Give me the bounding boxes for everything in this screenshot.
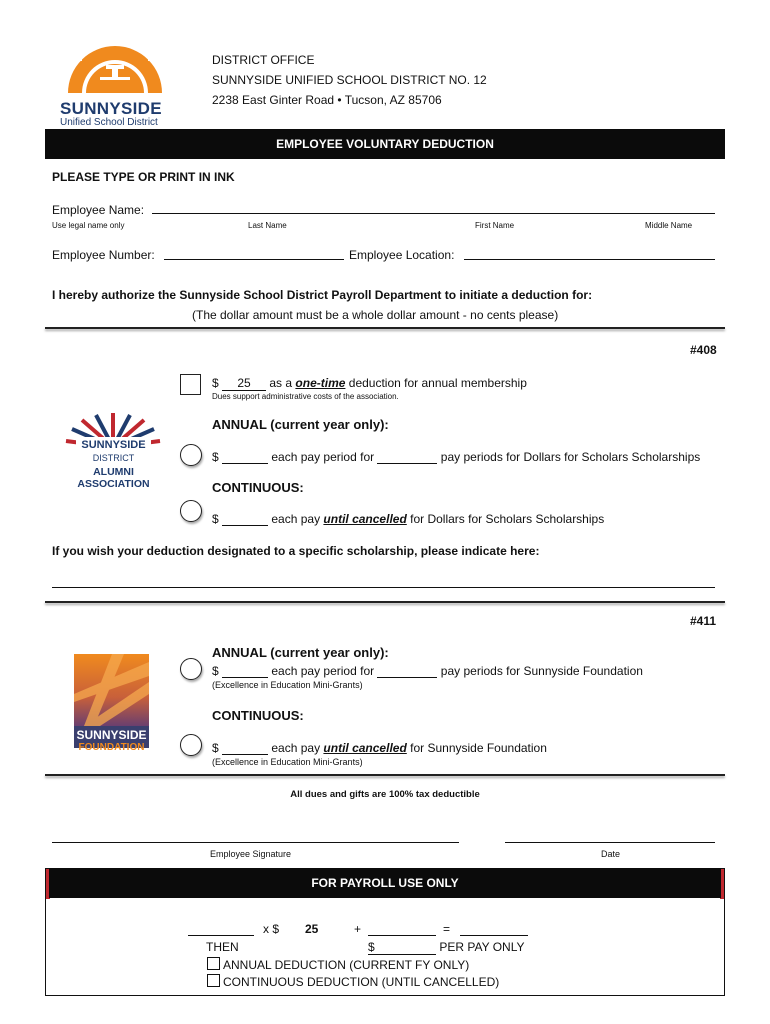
last-name-caption: Last Name	[248, 221, 287, 230]
dollar-sign: $	[212, 450, 219, 464]
membership-text-a: as a	[269, 376, 293, 390]
payroll-amount: 25	[305, 922, 319, 936]
ink-instruction: PLEASE TYPE OR PRINT IN INK	[52, 170, 235, 184]
payroll-equals: =	[443, 922, 451, 936]
district-logo	[60, 35, 170, 128]
annual-amount-field-411[interactable]	[222, 665, 268, 678]
signature-caption: Employee Signature	[210, 849, 292, 859]
continuous-tail-411: for Sunnyside Foundation	[410, 741, 547, 755]
date-caption: Date	[601, 849, 621, 859]
annual-line-411	[212, 664, 643, 678]
section-408-code: #408	[690, 343, 717, 357]
continuous-heading-408: CONTINUOUS:	[212, 480, 304, 495]
employee-location-label: Employee Location:	[349, 248, 455, 262]
continuous-line-411	[212, 741, 547, 755]
logo-subtitle: Unified School District	[60, 117, 158, 128]
authorize-statement: I hereby authorize the Sunnyside School District Payroll Department to initiate a deduction for:	[52, 288, 593, 302]
payroll-periods-field[interactable]	[188, 935, 254, 936]
payroll-plus-field[interactable]	[368, 935, 436, 936]
annual-radio-411[interactable]	[180, 658, 202, 680]
sun-icon	[60, 35, 170, 97]
payroll-per-pay: PER PAY ONLY	[439, 940, 525, 954]
continuous-line-408	[212, 512, 604, 526]
grant-note: (Excellence in Education Mini-Grants)	[212, 757, 363, 767]
membership-checkbox[interactable]	[180, 374, 201, 395]
payroll-bar: FOR PAYROLL USE ONLY	[49, 868, 721, 898]
grant-note: (Excellence in Education Mini-Grants)	[212, 680, 363, 690]
dollar-sign: $	[212, 664, 219, 678]
annual-periods-field-411[interactable]	[377, 665, 437, 678]
continuous-amount-field-411[interactable]	[222, 742, 268, 755]
district-name: SUNNYSIDE UNIFIED SCHOOL DISTRICT NO. 12	[212, 73, 487, 87]
alumni-logo-line3: ALUMNI ASSOCIATION	[77, 466, 150, 490]
continuous-amount-field-408[interactable]	[222, 513, 268, 526]
employee-location-field[interactable]	[464, 259, 715, 260]
continuous-radio-408[interactable]	[180, 500, 202, 522]
title-bar: EMPLOYEE VOLUNTARY DEDUCTION	[45, 129, 725, 159]
date-field[interactable]	[505, 842, 715, 843]
annual-radio-408[interactable]	[180, 444, 202, 466]
annual-periods-field-408[interactable]	[377, 451, 437, 464]
continuous-deduction-option[interactable]	[207, 974, 499, 989]
scholarship-field[interactable]	[52, 587, 715, 588]
membership-text-b: deduction for annual membership	[348, 376, 527, 390]
district-office: DISTRICT OFFICE	[212, 53, 315, 67]
logo-name: SUNNYSIDE	[60, 99, 162, 118]
continuous-heading-411: CONTINUOUS:	[212, 708, 304, 723]
annual-heading-408: ANNUAL (current year only):	[212, 417, 389, 432]
payroll-then: THEN	[206, 940, 239, 954]
dollar-sign: $	[212, 741, 219, 755]
foundation-logo	[74, 654, 149, 759]
section-411-code: #411	[690, 614, 717, 628]
membership-line	[212, 376, 527, 391]
payroll-per-pay-line	[368, 940, 525, 955]
first-name-caption: First Name	[475, 221, 515, 230]
each-pay-text: each pay	[271, 512, 321, 526]
continuous-deduction-checkbox[interactable]	[207, 974, 220, 987]
until-cancelled-emphasis: until cancelled	[323, 741, 407, 755]
each-pay-period-text: each pay period for	[271, 450, 375, 464]
section-divider	[45, 774, 725, 776]
annual-amount-field-408[interactable]	[222, 451, 268, 464]
dollar-sign: $	[212, 376, 219, 390]
each-pay-text: each pay	[271, 741, 321, 755]
continuous-radio-411[interactable]	[180, 734, 202, 756]
foundation-burst-icon	[74, 654, 149, 726]
payroll-dollar: $	[368, 940, 436, 955]
dues-note: Dues support administrative costs of the association.	[212, 392, 399, 401]
district-address: 2238 East Ginter Road • Tucson, AZ 85706	[212, 93, 442, 107]
employee-number-label: Employee Number:	[52, 248, 155, 262]
tax-note: All dues and gifts are 100% tax deductible	[290, 789, 480, 800]
continuous-deduction-label: CONTINUOUS DEDUCTION (UNTIL CANCELLED)	[223, 975, 500, 989]
annual-deduction-option[interactable]	[207, 957, 469, 972]
alumni-logo-line2: DISTRICT	[92, 453, 135, 463]
signature-field[interactable]	[52, 842, 459, 843]
each-pay-period-text: each pay period for	[271, 664, 375, 678]
annual-heading-411: ANNUAL (current year only):	[212, 645, 389, 660]
payroll-plus: +	[354, 922, 362, 936]
dollar-sign: $	[212, 512, 219, 526]
employee-name-field[interactable]	[152, 213, 715, 214]
employee-name-label: Employee Name:	[52, 203, 145, 217]
annual-tail-408: pay periods for Dollars for Scholars Scholarships	[440, 450, 701, 464]
membership-amount[interactable]: 25	[222, 376, 266, 391]
one-time-emphasis: one-time	[295, 376, 346, 390]
scholarship-prompt: If you wish your deduction designated to a specific scholarship, please indicate here:	[52, 544, 540, 558]
until-cancelled-emphasis: until cancelled	[323, 512, 407, 526]
annual-tail-411: pay periods for Sunnyside Foundation	[440, 664, 643, 678]
whole-dollar-note: (The dollar amount must be a whole dollar amount - no cents please)	[192, 308, 559, 322]
continuous-tail-408: for Dollars for Scholars Scholarships	[410, 512, 605, 526]
section-divider	[45, 601, 725, 603]
foundation-logo-line2: FOUNDATION	[78, 742, 145, 753]
payroll-total-field[interactable]	[460, 935, 528, 936]
annual-deduction-label: ANNUAL DEDUCTION (CURRENT FY ONLY)	[223, 958, 470, 972]
legal-name-note: Use legal name only	[52, 221, 125, 230]
alumni-logo-line1: SUNNYSIDE	[81, 439, 146, 451]
annual-deduction-checkbox[interactable]	[207, 957, 220, 970]
middle-name-caption: Middle Name	[645, 221, 693, 230]
annual-line-408	[212, 450, 700, 464]
foundation-logo-line1: SUNNYSIDE	[76, 728, 147, 742]
section-divider	[45, 327, 725, 329]
alumni-logo	[56, 413, 171, 490]
payroll-times: x $	[263, 922, 280, 936]
employee-number-field[interactable]	[164, 259, 344, 260]
